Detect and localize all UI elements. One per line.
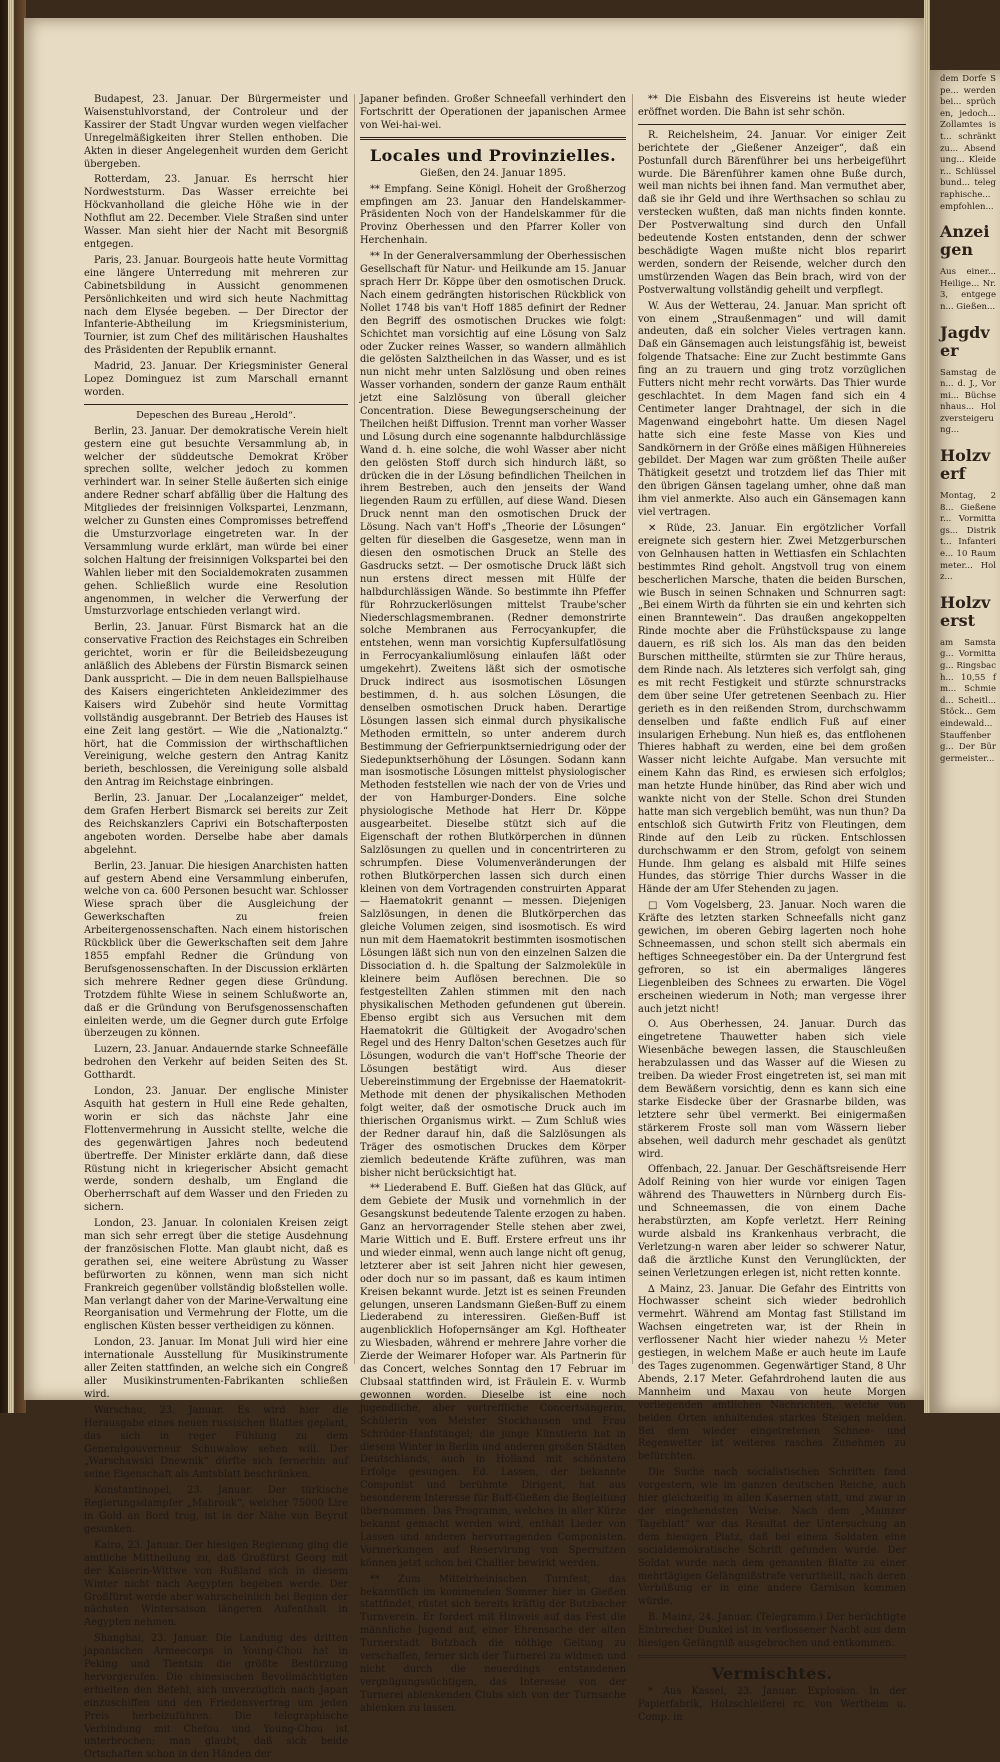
article-madrid: Madrid, 23. Januar. Der Kriegsminister General Lopez Dominguez ist zum Marschall ernannt worden. bbox=[84, 361, 348, 398]
article-berlin-4: Berlin, 23. Januar. Die hiesigen Anarchisten hatten auf gestern Abend eine Versammlung einberufen, welche von ca. 600 Personen besucht war. Schlosser Wiese sprach über die Ausgleichung der Gewerkschaften zu freien Arbeitergenossenschaften. Nach einem historischen Rückblick über die Gewerkschaften seit dem Jahre 1855 empfahl Redner die Gründung von Berufsgenossenschaften. In der Discussion erklärten sich mehrere Redner gegen diese Gründung. Trotzdem fühlte Wiese in seinem Schlußworte an, daß er die Gründung von Berufsgenossenschaften einleiten werde, um die Gegner durch gute Erfolge überzeugen zu können. bbox=[84, 860, 348, 1040]
column-rule bbox=[354, 94, 355, 1364]
article-rotterdam: Rotterdam, 23. Januar. Es herrscht hier Nordweststurm. Das Wasser erreichte bei Höckvanholland die gleiche Höhe wie in der Nothflut am 22. December. Viele Straßen sind unter Wasser. Man sieht hier der Nacht mit Besorgniß entgegen. bbox=[84, 174, 348, 250]
article-konstantinopel: Konstantinopel, 23. Januar. Der türkische Regierungsdampfer „Mabrouk“, welcher 75000 Lire in Gold an Bord trug, ist in der Nähe von Beyrut gesunken. bbox=[84, 1485, 348, 1535]
article-oberhessen: O. Aus Oberhessen, 24. Januar. Durch das eingetretene Thauwetter haben sich viele Wiesenbäche bewegen lassen, die Stauschleußen herabzulassen und das Wasser auf die Wiesen zu treiben. Da wieder Frost eingetreten ist, sei man mit dem Bewäßern vorsichtig, denn es kann sich eine starke Eisdecke über der Grasnarbe bilden, was letztere sehr übel vermerkt. Bei einigermaßen stärkerem Froste soll man vom Wässern lieber absehen, weil dadurch mehr geschadet als genützt wird. bbox=[638, 1019, 906, 1160]
article-mainz-telegramm: B. Mainz, 24. Januar. (Telegramm.) Der berüchtigte Einbrecher Dunkel ist in verflossener Nacht aus dem hiesigen Gefängniß ausgebrochen und entkommen. bbox=[638, 1612, 906, 1650]
column-1 bbox=[84, 94, 348, 1761]
article-berlin-1: Berlin, 23. Januar. Der demokratische Verein hielt gestern eine gut besuchte Versammlung ab, in welcher der süddeutsche Demokrat Kröber sprechen sollte, welcher jedoch zu kommen verhindert war. In seiner Stelle äußerten sich einige andere Redner scharf abfällig über die Haltung des Mitgliedes der freisinnigen Volkspartei, Lenzmann, welcher zu Gunsten eines Compromisses betreffend die Umsturzvorlage eingetreten war. In der Versammlung wurde erklärt, man würde bei einer solchen Haltung der freisinnigen Volkspartei bei den Wahlen lieber mit den Socialdemokraten zusammen gehen. Schließlich wurde eine Resolution angenommen, in welcher die Verwerfung der Umsturzvorlage entschieden verlangt wird. bbox=[84, 425, 348, 618]
article-kassel: * Aus Kassel, 23. Januar. Explosion. In der Papierfabrik, Holzschleiferei rc. von Wertheim u. Comp. in bbox=[638, 1685, 906, 1723]
article-japaner-cont: Japaner befinden. Großer Schneefall verhindert den Fortschritt der Operationen der japanischen Armee von Wei-hai-wei. bbox=[360, 94, 626, 131]
column-rule bbox=[632, 94, 633, 1364]
article-kairo: Kairo, 23. Januar. Der hiesigen Regierung ging die amtliche Mittheilung zu, daß Großfürst Georg mit der Kaiserin-Wittwe von Rußland sich in diesem Winter nicht nach Aegypten begeben werde. Der Großfürst werde aber wahrscheinlich bei Beginn der nächsten Wintersaison längeren Aufenthalt in Aegypten nehmen. bbox=[84, 1539, 348, 1629]
article-berlin-3: Berlin, 23. Januar. Der „Localanzeiger“ meldet, dem Grafen Herbert Bismarck sei bereits zur Zeit des Reichskanzlers Caprivi ein Botschafterposten angeboten worden. Derselbe habe aber damals abgelehnt. bbox=[84, 793, 348, 856]
article-liederabend: ** Liederabend E. Buff. Gießen hat das Glück, auf dem Gebiete der Musik und vornehmlich in der Gesangskunst bedeutende Talente erzogen zu haben. Ganz an hervorragender Stelle stehen aber zwei, Marie Wittich und E. Buff. Erstere erfreut uns ihr und wieder einmal, wenn auch lange nicht oft genug, letzterer aber ist seit Jahren nicht hier gewesen, oder doch nur so im passant, daß es kaum intimen Kreisen bekannt wurde. Jetzt ist es seinen Freunden gelungen, unseren Landsmann Gießen-Buff zu einem Liederabend zu interessiren. Gießen-Buff ist augenblicklich Hofopernsänger am Kgl. Hoftheater zu Wiesbaden, während er mehrere Jahre vorher die Zierde der Weimarer Hofoper war. Als Partnerin für das Concert, welches Sonntag den 17 Februar im Clubsaal stattfinden wird, ist Fräulein E. v. Wurmb gewonnen worden. Dieselbe ist eine noch jugendliche, aber vortreffliche Concertsängerin, Schülerin von Meister Stockhausen und Frau Schröder-Hanfstängel; die junge Künstlerin hat in diesem Winter in Berlin und anderen großen Städten Deutschlands, auch in Holland mit schönstem Erfolge gesungen. Ed. Lassen, der bekannte Componist und berühmte Dirigent, hat aus besonderem Interesse für Buff-Gießen die Begleitung übernommen. Das Programm, welches in aller Kürze bekannt gemacht werden wird, enthält Lieder von Lassen und anderen hervorragenden Componisten. Vormerkungen auf Reservirung von Sperrsitzen können jetzt schon bei Challier bewirkt werden. bbox=[360, 1183, 626, 1569]
article-warschau: Warschau, 23. Januar. Es wird hier die Herausgabe eines neuen russischen Blattes geplant, das sich in reger Fühlung zu dem Generalgouverneur Schuwalow sehen will. Der „Warschawski Dnewnik“ dürfte sich fernerhin auf seine Eigenschaft als Amtsblatt beschränken. bbox=[84, 1404, 348, 1481]
divider bbox=[84, 404, 348, 405]
section-title-locales: Locales und Provinzielles. bbox=[369, 145, 617, 165]
article-eisbahn: ** Die Eisbahn des Eisvereins ist heute wieder eröffnet worden. Die Bahn ist sehr schön. bbox=[638, 94, 906, 118]
article-turnfest: ** Zum Mittelrheinischen Turnfest, das bekanntlich im kommenden Sommer hier in Gießen stattfindet, rüstet sich bereits kräftig der Butzbacher Turnverein. Er fordert mit Hinweis auf das Fest die männliche Jugend auf, einer Ehrensache der alten Turnerstadt Butzbach die nöthige Geltung zu verschaffen, ferner sich der Turnerei zu widmen und nicht durch die neuerdings entstandenen vergnügungssüchtigen, das Interesse von der Turnerei ablenkenden Clubs sich von der Turnsache ablenken zu lassen. bbox=[360, 1573, 626, 1714]
adjacent-text: Samstag den... d. J., Vormi... Büchsenhaus... Holzversteigerung... bbox=[940, 367, 996, 436]
adjacent-heading: Anzeigen bbox=[940, 222, 990, 260]
article-berlin-2: Berlin, 23. Januar. Fürst Bismarck hat an die conservative Fraction des Reichstages ein Schreiben gerichtet, worin er für die Beileidsbezeugung anläßlich des Ablebens der Fürstin Bismarck seinen Dank ausspricht. — Die in dem neuen Ballspielhause des Kaisers eingerichteten Ankleidezimmer des Kaisers wird Zubehör sind heute Vormittag vollständig ausgebrannt. Der Betrieb des Hauses ist eine Zeit lang gestört. — Wie die „Nationalztg.“ hört, hat die Commission der wirthschaftlichen Vereinigung, welche gestern den Antrag Kanitz berieth, beschlossen, die Vereinigung solle alsbald den Antrag im Reichstage einbringen. bbox=[84, 622, 348, 789]
adjacent-page bbox=[930, 70, 1000, 1413]
article-rude: ✕ Rüde, 23. Januar. Ein ergötzlicher Vorfall ereignete sich gestern hier. Zwei Metzgerburschen von Gelnhausen hatten in Wettiasfen ein Schlachten bestimmtes Rind geholt. Angstvoll trug von einem bescherlichen Marsche, thaten die beiden Burschen, wie Busch in seinen Schnaken und Schnurren sagt: „Bei einem Wirth da führten sie ein und kehrten sich einen Branntewein“. Das draußen angekoppelten Rinde mochte aber die Frühstückspause zu lange dauern, es riß sich los. Als man das den beiden Burschen mittheilte, stürmten sie zur Thüre heraus, dem Rinde nach. Als letzteres sich verfolgt sah, ging es mit recht Festigkeit und stürzte schnurstracks dem über seine Ufer getretenen Seenbach zu. Hier gerieth es in den reißenden Strom, durchschwamm denselben und faßte endlich Fuß auf einer insularigen Erhebung. Nun hieß es, das entflohenen Thieres habhaft zu werden, eine bei dem großen Wasser nicht leichte Aufgabe. Man versuchte mit einem Kahn das Rind, es erwiesen sich erfolglos; man hetzte Hunde hinüber, das Rind aber wich und wankte nicht von der Stelle. Schon drei Stunden hatte man sich vergeblich bemüht, was nun thun? Da entschloß sich Gutwirth Fritz von Fleutingen, dem Rinde auf den Leib zu rücken. Entschlossen durchschwamm er den Strom, gefolgt von seinem Hunde. Ihm gelang es alsbald mit Hilfe seines Hundes, das störrige Thier durchs Wasser in die Hände der am Ufer Stehenden zu jagen. bbox=[638, 523, 906, 896]
adjacent-heading: Jagdver bbox=[940, 322, 990, 360]
article-london-1: London, 23. Januar. Der englische Minister Asquith hat gestern in Hull eine Rede gehalten, worin er sich das nächste Jahr eine Flottenvermehrung in Aussicht stellte, welche die des gegenwärtigen Jahres noch bedeutend übertreffe. Der Minister erklärte dann, daß diese Rüstung nicht in kriegerischer Absicht gemacht werde, sondern deshalb, um England die Oberherrschaft auf dem Wasser und den Frieden zu sichern. bbox=[84, 1086, 348, 1214]
column-2 bbox=[360, 94, 626, 1714]
article-budapest: Budapest, 23. Januar. Der Bürgermeister und Waisenstuhlvorstand, der Controleur und der Kassirer der Stadt Ungvar wurden wegen vielfacher Unregelmäßigkeiten ihrer Stellen enthoben. Die Akten in dieser Angelegenheit wurden dem Gericht übergeben. bbox=[84, 94, 348, 170]
depeschen-heading: Depeschen des Bureau „Herold“. bbox=[136, 409, 296, 421]
divider bbox=[638, 1655, 906, 1658]
article-wetterau: W. Aus der Wetterau, 24. Januar. Man spricht oft von einem „Straußenmagen“ und will damit andeuten, daß ein solcher Vieles vertragen kann. Daß ein Gänsemagen auch leistungsfähig ist, beweist folgende Thatsache: Eine zur Zucht bestimmte Gans fing an zu trauern und ging trotz vorzüglichen Futters nicht mehr recht vorwärts. Das Thier wurde geschlachtet. In dem Magen fand sich ein 4 Centimeter langer Drahtnagel, der sich in die Magenwand eingebohrt hatte. Um diesen Nagel hatte sich eine feste Masse von Kies und Sandkörnern in der Größe eines mäßigen Hühnereies gebildet. Der Magen war zum größten Theile außer Thätigkeit gesetzt und trotzdem lief das Thier mit den übrigen Gänsen tagelang umher, ohne daß man ihm viel anmerkte. Also auch ein Gänsemagen kann viel vertragen. bbox=[638, 300, 906, 519]
article-london-2: London, 23. Januar. In colonialen Kreisen zeigt man sich sehr erregt über die stetige Ausdehnung der französischen Flotte. Man glaubt nicht, daß es gerathen sei, eine weitere Abrüstung zu Wasser befürworten zu können, wenn man sich nicht Frankreich gegenüber vollständig bloßstellen wolle. Man verlangt daher von der Marine-Verwaltung eine Reorganisation und Vermehrung der Flotte, um die englischen Küsten besser vertheidigen zu können. bbox=[84, 1218, 348, 1333]
article-mainz-2: Die Suche nach socialistischen Schriften fand vorgestern, wie im ganzen deutschen Reiche, auch hier gleichzeitig in allen Kasernen statt, und zwar in der eingehendsten Weise. Nach dem „Mainzer Tageblatt“ war das Resultat der Untersuchung an dem hiesigen Platz, daß bei einem Soldaten eine socialdemokratische Schrift gefunden wurde. Der Soldat wurde nach dem genannten Blatte zu einer mehrtägigen Gefängnißstrafe verurtheilt, nach deren Verbüßung er in eine andere Garnison kommen würde. bbox=[638, 1467, 906, 1608]
adjacent-heading: Holzverst bbox=[940, 592, 991, 630]
adjacent-heading: Holzverf bbox=[940, 446, 991, 484]
article-paris: Paris, 23. Januar. Bourgeois hatte heute Vormittag eine längere Unterredung mit mehreren zur Cabinetsbildung in Aussicht genommenen Persönlichkeiten und wird sich heute Nachmittag nach dem Elysée begeben. — Der Director der Infanterie-Abtheilung im Kriegsministerium, Tournier, ist zum Chef des militärischen Haushaltes des Präsidenten der Republik ernannt. bbox=[84, 254, 348, 357]
adjacent-text: am Samstag... Vormittag... Ringsbach... 10,55 fm... Schmied... Scheitl... Stöck... Gemeindewald... Stauffenberg... Der Bürgermeister... bbox=[940, 637, 996, 764]
article-vogelsberg: □ Vom Vogelsberg, 23. Januar. Noch waren die Kräfte des letzten starken Schneefalls nicht ganz gewichen, im oberen Gebirg lagerten noch hohe Schneemassen, und schon stellt sich abermals ein heftiges Schneegestöber ein. Da der Untergrund fest gefroren, so ist ein abermaliges längeres Liegenbleiben des Schnees zu erwarten. Die Vögel erscheinen wiederum in Noth; man vergesse ihrer auch jetzt nicht! bbox=[638, 900, 906, 1015]
adjacent-text: Aus einer... Heilige... Nr. 3, entgegen... Gießen... bbox=[940, 267, 996, 312]
article-generalversammlung: ** In der Generalversammlung der Oberhessischen Gesellschaft für Natur- und Heilkunde am 15. Januar sprach Herr Dr. Köppe über den osmotischen Druck. Nach einem gedrängten historischen Rückblick von Nollet 1748 bis van't Hoff 1885 definirt der Redner den Begriff des osmotischen Druckes wie folgt: Schichtet man vorsichtig auf eine Lösung von Salz oder Zucker reines Wasser, so wandern allmählich die gelösten Salztheilchen in das Wasser, und es ist nun nicht mehr unten Salzlösung und oben reines Wasser vorhanden, sondern der ganze Raum enthält jetzt eine Salzlösung von überall gleicher Concentration. Diese Bewegungserscheinung der Theilchen heißt Diffusion. Trennt man vorher Wasser und Lösung durch eine sogenannte halbdurchlässige Wand d. h. eine solche, die wohl Wasser aber nicht den gelösten Stoff durch sich hindurch läßt, so drücken die in der Lösung befindlichen Theilchen in ihrem Bestreben, auch den jenseits der Wand liegenden Raum zu erfüllen, auf diese Wand. Diesen Druck nennt man den osmotischen Druck der Lösung. Nach van't Hoff's „Theorie der Lösungen“ gelten für dieselben die Gasgesetze, wenn man in diesen den osmotischen Druck an Stelle des Gasdrucks setzt. — Der osmotische Druck läßt sich nun erstens direct messen mit Hülfe der halbdurchlässigen Wände. So bestimmte ihn Pfeffer für Rohrzuckerlösungen mittelst Traube'scher Niederschlagsmembranen. (Redner demonstrirte solche Membranen aus Ferrocyankupfer, die entstehen, wenn man vorsichtig Kupfersulfatlösung in Ferrocyankaliumlösung einlaufen läßt oder umgekehrt). Zweitens läßt sich der osmotische Druck indirect aus isosmotischen Lösungen bestimmen, d. h. aus solchen Lösungen, die denselben osmotischen Druck haben. Derartige Lösungen lassen sich einmal durch physikalische Methoden ermitteln, so unter anderem durch Bestimmung der Gefrierpunktserniedrigung oder der Siedepunktserhöhung der Lösungen. Sodann kann man isosmotische Lösungen mittelst physiologischer Methoden feststellen wie nach der von de Vries und der von Hamburger-Donders. Eine solche physiologische Methode hat Herr Dr. Köppe ausgearbeitet. Dieselbe stützt sich auf die Eigenschaft der rothen Blutkörperchen in dünnen Salzlösungen zu quellen und in concentrirteren zu schrumpfen. Diese Volumenveränderungen der rothen Blutkörperchen lassen sich durch einen kleinen von dem Vortragenden construirten Apparat — Haematokrit genannt — messen. Diejenigen Salzlösungen, in denen die Blutkörperchen das gleiche Volumen zeigen, sind isosmotisch. Es wird nun mit dem Haematokrit bestimmten isosmotischen Lösungen läßt sich nun von den einzelnen Salzen die Dissociation d. h. die Spaltung der Salzmoleküle in kleinere beim Auflösen berechnen. Die so festgestellten Zahlen stimmen mit den nach physikalischen Methoden gefundenen gut überein. Ebenso ergibt sich aus Versuchen mit dem Haematokrit die Gültigkeit der Avogadro'schen Regel und des Henry Dalton'schen Gesetzes auch für Lösungen, wodurch die van't Hoff'sche Theorie der Lösungen bestätigt wird. Aus dieser Uebereinstimmung der Ergebnisse der Haematokrit-Methode mit denen der physikalischen Methoden folgt weiter, daß der osmotische Druck auch im thierischen Organismus wirkt. — Zum Schluß wies der Redner darauf hin, daß die Salzlösungen als Träger des osmotischen Druckes dem Körper ziemlich bedeutende Kräfte zuführen, was man bisher nicht berücksichtigt hat. bbox=[360, 251, 626, 1179]
section-title-vermischtes: Vermischtes. bbox=[711, 1663, 833, 1683]
article-london-3: London, 23. Januar. Im Monat Juli wird hier eine internationale Ausstellung für Musikinstrumente aller Zeiten stattfinden, an welche sich ein Congreß aller Musikinstrumenten-Fabrikanten schließen wird. bbox=[84, 1337, 348, 1400]
article-offenbach: Offenbach, 22. Januar. Der Geschäftsreisende Herr Adolf Reining von hier wurde vor einigen Tagen während des Thauwetters in Nürnberg durch Eis- und Schneemassen, die von einem Dache herabstürzten, am Kopfe verletzt. Herr Reining wurde alsbald ins Krankenhaus verbracht, die Verletzung-n waren aber leider so schwerer Natur, daß die ärztliche Kunst den Verunglückten, der seinen Verletzungen erlegen ist, nicht retten konnte. bbox=[638, 1164, 906, 1279]
article-reichelsheim: R. Reichelsheim, 24. Januar. Vor einiger Zeit berichtete der „Gießener Anzeiger“, daß ein Postunfall durch Bärenführer bei uns herbeigeführt wurde. Die Bärenführer kamen ohne Buße durch, weil man nichts bei ihnen fand. Man vermuthet aber, daß sie ihr Geld und ihre Werthsachen so schlau zu verstecken wußten, daß man nichts finden konnte. Der Postverwaltung sind durch den Unfall bedeutende Kosten entstanden, denn der schwer beschädigte Wagen mußte nicht blos reparirt werden, sondern der Reisende, welcher durch den umstürzenden Wagen das Bein brach, wird von der Postverwaltung vollständig geheilt und verpflegt. bbox=[638, 129, 906, 296]
article-luzern: Luzern, 23. Januar. Andauernde starke Schneefälle bedrohen den Verkehr auf beiden Seiten des St. Gotthardt. bbox=[84, 1044, 348, 1082]
article-shanghai: Shanghai, 23. Januar. Die Landung des dritten japanischen Armeecorps in Young-Chou hat in Peking und Tientsin die größte Bestürzung hervorgerufen. Die chinesischen Bevollmächtigten erhielten den Befehl, sich unverzüglich nach Japan einzuschiffen und den Friedensvertrag um jeden Preis herbeizuführen. Die telegraphische Verbindung mit Chefou und Young-Chou ist unterbrochen; man glaubt, daß sich beide Ortschaften schon in den Händen der bbox=[84, 1633, 348, 1761]
divider bbox=[638, 124, 906, 125]
adjacent-text: dem Dorfe Spe... werden bei... sprüchen, jedoch... Zollamtes ist... schränkt zu... Absendung... Kleider... Schlüsselbund... telegraphische... empfohlen... bbox=[940, 74, 996, 212]
divider bbox=[360, 137, 626, 140]
adjacent-text: Montag, 28... Gießener... Vormittags... Distrikt... Infanterie... 10 Raummeter... Holz... bbox=[940, 491, 996, 583]
article-mainz-1: ∆ Mainz, 23. Januar. Die Gefahr des Eintritts von Hochwasser scheint sich wieder bedrohlich vermehrt. Während am Montag fast Stillstand im Wachsen eingetreten war, ist der Rhein in verflossener Nacht hier wieder nahezu ½ Meter gestiegen, in welchem Maße er auch heute im Laufe des Tages zugenommen. Gegenwärtiger Stand, 8 Uhr Abends, 2.17 Meter. Gefahrdrohend lauten die aus Mannheim und Maxau von heute Morgen vorliegenden amtlichen Nachrichten, welche von beiden Orten anhaltendes starkes Steigen melden. Bei dem wieder eingetretenen Schnee- und Regenwetter ist weiteres rasches Zunehmen zu befürchten. bbox=[638, 1283, 906, 1463]
article-empfang: ** Empfang. Seine Königl. Hoheit der Großherzog empfingen am 23. Januar den Handelskammer-Präsidenten Noch von der Handelskammer für die Provinz Oberhessen und den Pfarrer Koller von Herchenhain. bbox=[360, 183, 626, 247]
dateline: Gießen, den 24. Januar 1895. bbox=[420, 167, 566, 179]
page-edges-left bbox=[8, 0, 14, 1413]
column-3 bbox=[638, 94, 906, 1723]
